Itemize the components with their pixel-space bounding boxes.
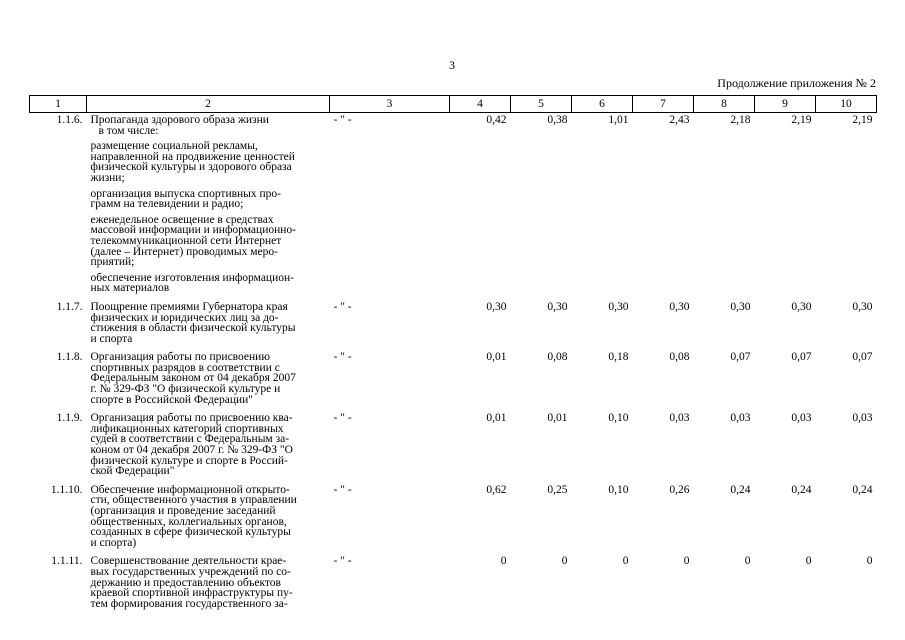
row-unit: - " - bbox=[333, 483, 352, 496]
description-line: спортивных разрядов в соответствии с bbox=[90, 361, 280, 374]
row-value-col-6: 0,18 bbox=[608, 351, 629, 364]
row-value-col-5: 0 bbox=[561, 555, 568, 568]
table-row bbox=[30, 411, 877, 483]
column-header-1: 1 bbox=[30, 96, 87, 113]
description-line: общественных, коллегиальных органов, bbox=[90, 515, 287, 528]
row-value-col-8: 0 bbox=[744, 555, 751, 568]
column-header-5: 5 bbox=[511, 96, 572, 113]
row-value-col-9: 0,07 bbox=[791, 351, 812, 364]
description-line: жизни; bbox=[90, 171, 125, 184]
row-description bbox=[87, 411, 330, 483]
row-value-col-8: 0,03 bbox=[730, 412, 751, 425]
row-value-col-10: 0,07 bbox=[852, 351, 873, 364]
row-value-col-7: 0,26 bbox=[669, 483, 690, 496]
row-unit: - " - bbox=[333, 300, 352, 313]
row-unit: - " - bbox=[333, 555, 352, 568]
description-line: Федеральным законом от 04 декабря 2007 bbox=[90, 372, 296, 385]
row-value-col-4: 0,30 bbox=[486, 300, 507, 313]
description-line: организация выпуска спортивных про- bbox=[90, 187, 282, 200]
description-line: размещение социальной рекламы, bbox=[90, 140, 258, 153]
row-value-col-10: 0,03 bbox=[852, 412, 873, 425]
row-number: 1.1.9. bbox=[56, 412, 83, 425]
row-value-col-6: 0,10 bbox=[608, 412, 629, 425]
description-line: Пропаганда здорового образа жизни bbox=[90, 114, 269, 126]
row-description bbox=[87, 483, 330, 555]
row-value-col-10: 0 bbox=[866, 555, 873, 568]
row-description bbox=[87, 300, 330, 350]
row-value-col-9: 0,03 bbox=[791, 412, 812, 425]
description-line: тем формирования государственного за- bbox=[90, 597, 288, 610]
row-value-col-6: 0 bbox=[622, 555, 629, 568]
column-header-2: 2 bbox=[87, 96, 330, 113]
column-header-7: 7 bbox=[633, 96, 694, 113]
column-header-9: 9 bbox=[755, 96, 816, 113]
column-header-6: 6 bbox=[572, 96, 633, 113]
row-value-col-7: 0,30 bbox=[669, 300, 690, 313]
description-line: физических и юридических лиц за до- bbox=[90, 311, 279, 324]
row-value-col-6: 1,01 bbox=[608, 114, 629, 126]
table-body bbox=[30, 113, 877, 616]
description-line: созданных в сфере физической культуры bbox=[90, 526, 291, 539]
table-row bbox=[30, 483, 877, 555]
row-value-col-9: 2,19 bbox=[791, 114, 812, 126]
description-line: коном от 04 декабря 2007 г. № 329-ФЗ "О bbox=[90, 444, 293, 457]
row-value-col-7: 0,08 bbox=[669, 351, 690, 364]
description-line: физической культуры и здорового образа bbox=[90, 161, 292, 174]
description-line: стижения в области физической культуры bbox=[90, 322, 296, 335]
row-value-col-10: 0,24 bbox=[852, 483, 873, 496]
column-header-8: 8 bbox=[694, 96, 755, 113]
description-line: сти, общественного участия в управлении bbox=[90, 494, 297, 507]
description-line: Организация работы по присвоению bbox=[90, 351, 270, 364]
row-value-col-4: 0,01 bbox=[486, 412, 507, 425]
row-value-col-5: 0,08 bbox=[547, 351, 568, 364]
appendix-continuation-label: Продолжение приложения № 2 bbox=[717, 76, 876, 90]
page-number: 3 bbox=[449, 58, 455, 72]
table-row bbox=[30, 554, 877, 615]
row-value-col-7: 0 bbox=[683, 555, 690, 568]
row-value-col-7: 2,43 bbox=[669, 114, 690, 126]
row-value-col-8: 0,07 bbox=[730, 351, 751, 364]
description-line: грамм на телевидении и радио; bbox=[90, 198, 244, 211]
appendix-table bbox=[29, 95, 877, 615]
description-line: (организация и проведение заседаний bbox=[90, 505, 276, 517]
description-line: ской Федерации" bbox=[90, 465, 175, 478]
description-line: Совершенствование деятельности крае- bbox=[90, 555, 287, 568]
row-number: 1.1.11. bbox=[51, 555, 83, 568]
description-line: направленной на продвижение ценностей bbox=[90, 150, 295, 163]
row-description bbox=[87, 350, 330, 411]
row-value-col-6: 0,10 bbox=[608, 483, 629, 496]
description-line: еженедельное освещение в средствах bbox=[90, 213, 274, 226]
column-header-3: 3 bbox=[330, 96, 450, 113]
description-line: и спорта) bbox=[90, 536, 137, 549]
row-number: 1.1.7. bbox=[56, 300, 83, 313]
row-value-col-8: 0,30 bbox=[730, 300, 751, 313]
description-line: судей в соответствии с Федеральным за- bbox=[90, 433, 290, 446]
row-description bbox=[87, 113, 330, 300]
description-line: обеспечение изготовления информацион- bbox=[90, 271, 294, 284]
row-number: 1.1.6. bbox=[56, 114, 83, 126]
row-value-col-6: 0,30 bbox=[608, 300, 629, 313]
row-value-col-9: 0 bbox=[805, 555, 812, 568]
description-line: г. № 329-ФЗ "О физической культуре и bbox=[90, 383, 281, 396]
row-value-col-4: 0,62 bbox=[486, 483, 507, 496]
description-line: держанию и предоставлению объектов bbox=[90, 576, 281, 589]
description-line: вых государственных учреждений по со- bbox=[90, 565, 291, 578]
description-line: (далее – Интернет) проводимых меро- bbox=[90, 245, 278, 258]
row-value-col-9: 0,30 bbox=[791, 300, 812, 313]
description-line: физической культуре и спорте в Россий- bbox=[90, 454, 288, 467]
description-line: лификационных категорий спортивных bbox=[90, 422, 284, 435]
description-line: и спорта bbox=[90, 332, 133, 345]
description-line: ных материалов bbox=[90, 282, 170, 295]
table-row bbox=[30, 113, 877, 300]
row-value-col-5: 0,25 bbox=[547, 483, 568, 496]
description-line: массовой информации и информационно- bbox=[90, 224, 296, 237]
row-value-col-4: 0 bbox=[500, 555, 507, 568]
table-row bbox=[30, 300, 877, 350]
row-value-col-5: 0,30 bbox=[547, 300, 568, 313]
row-value-col-5: 0,01 bbox=[547, 412, 568, 425]
row-unit: - " - bbox=[333, 114, 352, 126]
description-line: в том числе: bbox=[98, 124, 159, 137]
row-value-col-7: 0,03 bbox=[669, 412, 690, 425]
column-number-header-row bbox=[30, 96, 877, 113]
row-description bbox=[87, 554, 330, 615]
row-value-col-10: 0,30 bbox=[852, 300, 873, 313]
description-line: Обеспечение информационной открыто- bbox=[90, 483, 290, 496]
row-unit: - " - bbox=[333, 412, 352, 425]
row-value-col-8: 2,18 bbox=[730, 114, 751, 126]
table-row bbox=[30, 350, 877, 411]
column-header-10: 10 bbox=[816, 96, 877, 113]
description-line: Организация работы по присвоению ква- bbox=[90, 412, 293, 425]
row-unit: - " - bbox=[333, 351, 352, 364]
row-number: 1.1.8. bbox=[56, 351, 83, 364]
row-number: 1.1.10. bbox=[50, 483, 83, 496]
row-value-col-4: 0,42 bbox=[486, 114, 507, 126]
row-value-col-5: 0,38 bbox=[547, 114, 568, 126]
row-value-col-4: 0,01 bbox=[486, 351, 507, 364]
column-header-4: 4 bbox=[450, 96, 511, 113]
description-line: приятий; bbox=[90, 256, 135, 269]
description-line: краевой спортивной инфраструктуры пу- bbox=[90, 587, 293, 600]
description-line: Поощрение премиями Губернатора края bbox=[90, 300, 288, 313]
row-value-col-10: 2,19 bbox=[852, 114, 873, 126]
row-value-col-9: 0,24 bbox=[791, 483, 812, 496]
description-line: спорте в Российской Федерации" bbox=[90, 393, 253, 406]
row-value-col-8: 0,24 bbox=[730, 483, 751, 496]
description-line: телекоммуникационной сети Интернет bbox=[90, 234, 282, 247]
